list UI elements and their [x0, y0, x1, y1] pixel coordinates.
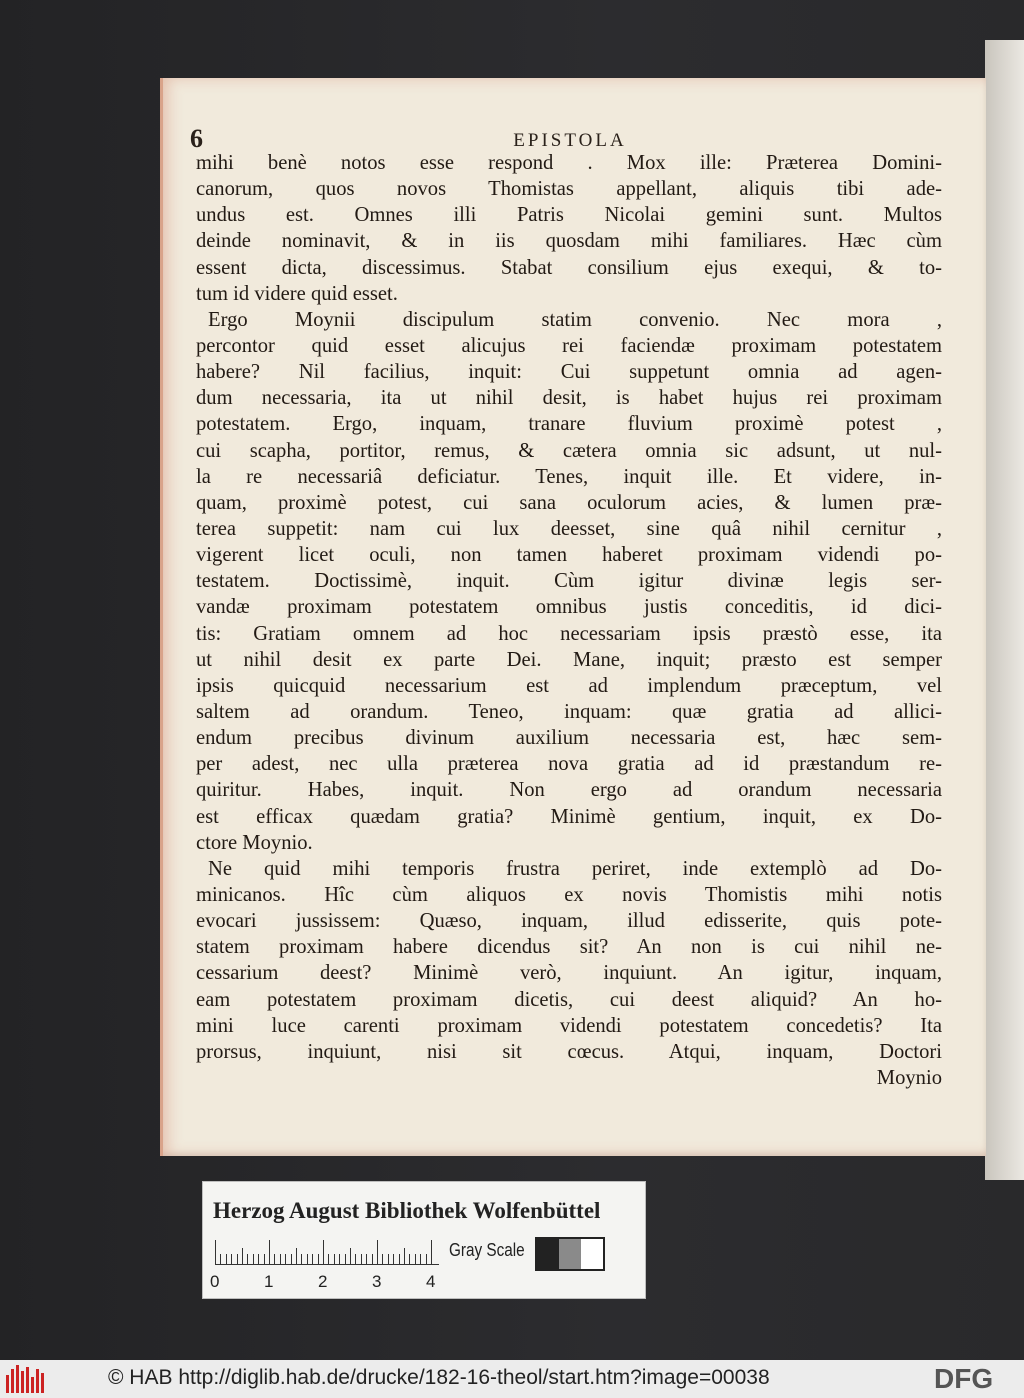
text-line: evocari jussissem: Quæso, inquam, illud edisserite, quis pote-: [196, 910, 942, 933]
ruler-tick: [355, 1254, 356, 1264]
text-line: cui scapha, portitor, remus, & cætera omnia sic adsunt, ut nul-: [196, 439, 942, 462]
ruler-tick: [366, 1254, 367, 1264]
footer-bar: [0, 1360, 1024, 1398]
ruler-tick: [253, 1254, 254, 1264]
text-line: eam potestatem proximam dicetis, cui deest aliquid? An ho-: [196, 988, 942, 1011]
text-line: essent dicta, discessimus. Stabat consilium ejus exequi, & to-: [196, 256, 942, 279]
text-line: deinde nominavit, & in iis quosdam mihi familiares. Hæc cùm: [196, 230, 942, 253]
ruler-label: 2: [318, 1272, 328, 1291]
dfg-logo: DFG: [934, 1363, 994, 1394]
ruler-tick: [280, 1254, 281, 1264]
ruler-tick: [274, 1254, 275, 1264]
ruler-tick: [393, 1254, 394, 1264]
text-line: mini luce carenti proximam videndi potestatem concedetis? Ita: [196, 1014, 942, 1037]
ruler-tick: [231, 1254, 232, 1264]
ruler-tick: [328, 1254, 329, 1264]
ruler-tick: [215, 1240, 216, 1264]
text-line: tum id videre quid esset.: [196, 282, 398, 305]
gray-swatch: [537, 1239, 559, 1269]
text-line: tis: Gratiam omnem ad hoc necessariam ipsis præstò esse, ita: [196, 622, 942, 645]
ruler-tick: [431, 1240, 432, 1264]
gray-swatch: [559, 1239, 581, 1269]
ruler-tick: [420, 1254, 421, 1264]
ruler-tick: [220, 1254, 221, 1264]
ruler-tick: [237, 1254, 238, 1264]
text-line: habere? Nil facilius, inquit: Cui suppetunt omnia ad agen-: [196, 361, 942, 384]
ruler-label: 4: [426, 1272, 436, 1291]
ruler-tick: [334, 1254, 335, 1264]
ruler-label: 3: [372, 1272, 382, 1291]
text-line: testatem. Doctissimè, inquit. Cùm igitur divinæ legis ser-: [196, 570, 942, 593]
library-color-card: [202, 1181, 646, 1299]
ruler-tick: [301, 1254, 302, 1264]
text-line: potestatem. Ergo, inquam, tranare fluvium proximè potest ,: [196, 413, 942, 436]
library-name: Herzog August Bibliothek Wolfenbüttel: [213, 1198, 601, 1223]
ruler-labels: [203, 1272, 443, 1294]
text-line: dum necessaria, ita ut nihil desit, is habet hujus rei proximam: [196, 387, 942, 410]
ruler-tick: [312, 1254, 313, 1264]
text-line: vigerent licet oculi, non tamen haberet proximam videndi po-: [196, 544, 942, 567]
ruler-tick: [247, 1254, 248, 1264]
page-text: [196, 150, 942, 1091]
ruler-tick: [415, 1254, 416, 1264]
ruler-tick: [296, 1248, 297, 1264]
text-line: est efficax quædam gratia? Minimè gentium, inquit, ex Do-: [196, 805, 942, 828]
text-line: cessarium deest? Minimè verò, inquiunt. An igitur, inquam,: [196, 962, 942, 985]
text-line: mihi benè notos esse respond . Mox ille: Præterea Domini-: [196, 152, 942, 174]
text-line: ut nihil desit ex parte Dei. Mane, inquit; præsto est semper: [196, 648, 942, 671]
gray-scale-swatches: [535, 1237, 605, 1271]
ruler-tick: [361, 1254, 362, 1264]
ruler-tick: [404, 1248, 405, 1264]
text-line: Ergo Moynii discipulum statim convenio. Nec mora ,: [208, 308, 942, 331]
ruler-tick: [285, 1254, 286, 1264]
ruler-tick: [377, 1240, 378, 1264]
ruler-tick: [242, 1248, 243, 1264]
ruler-tick: [339, 1254, 340, 1264]
text-line: statem proximam habere dicendus sit? An non is cui nihil ne-: [196, 936, 942, 959]
ruler-tick: [350, 1248, 351, 1264]
page-heading: EPISTOLA: [513, 130, 627, 151]
ruler-tick: [409, 1254, 410, 1264]
ruler-tick: [307, 1254, 308, 1264]
text-line: la re necessariâ deficiatur. Tenes, inquit ille. Et videre, in-: [196, 465, 942, 488]
text-line: canorum, quos novos Thomistas appellant, aliquis tibi ade-: [196, 178, 942, 201]
text-line: ctore Moynio.: [196, 831, 313, 854]
gray-swatch: [581, 1239, 603, 1269]
ruler-tick: [291, 1254, 292, 1264]
text-line: undus est. Omnes illi Patris Nicolai gemini sunt. Multos: [196, 204, 942, 227]
ruler-tick: [269, 1240, 270, 1264]
ruler-tick: [388, 1254, 389, 1264]
text-line: prorsus, inquiunt, nisi sit cœcus. Atqui, inquam, Doctori: [196, 1040, 942, 1063]
ruler-tick: [399, 1254, 400, 1264]
ruler-tick: [323, 1240, 324, 1264]
ruler-label: 1: [264, 1272, 274, 1291]
text-line: minicanos. Hîc cùm aliquos ex novis Thomistis mihi notis: [196, 883, 942, 906]
running-head: [190, 104, 950, 153]
ruler-label: 0: [210, 1272, 220, 1291]
ruler-tick: [345, 1254, 346, 1264]
text-line: saltem ad orandum. Teneo, inquam: quæ gratia ad allici-: [196, 700, 942, 723]
text-line: terea suppetit: nam cui lux deesset, sine quâ nihil cernitur ,: [196, 517, 942, 540]
text-line: quam, proximè potest, cui sana oculorum acies, & lumen præ-: [196, 491, 942, 514]
text-line: vandæ proximam potestatem omnibus justis conceditis, id dici-: [196, 596, 942, 619]
hab-logo-icon: [6, 1365, 46, 1393]
text-line: endum precibus divinum auxilium necessaria est, hæc sem-: [196, 727, 942, 750]
text-line: quiritur. Habes, inquit. Non ergo ad orandum necessaria: [196, 779, 942, 802]
ruler-scale: [215, 1238, 439, 1265]
page-number: 6: [190, 124, 203, 153]
text-line: ipsis quicquid necessarium est ad implendum præceptum, vel: [196, 674, 942, 697]
ruler-tick: [258, 1254, 259, 1264]
ruler-tick: [426, 1254, 427, 1264]
text-line: percontor quid esset alicujus rei faciendæ proximam potestatem: [196, 334, 942, 357]
footer-copyright-link[interactable]: © HAB http://diglib.hab.de/drucke/182-16-theol/start.htm?image=00038: [108, 1366, 770, 1389]
text-line: Ne quid mihi temporis frustra periret, inde extemplò ad Do-: [208, 857, 942, 880]
ruler-tick: [264, 1254, 265, 1264]
ruler-tick: [318, 1254, 319, 1264]
text-line: per adest, nec ulla præterea nova gratia ad id præstandum re-: [196, 753, 942, 776]
ruler-tick: [382, 1254, 383, 1264]
adjacent-page-edge: [985, 40, 1024, 1180]
ruler-tick: [226, 1254, 227, 1264]
text-line: Moynio: [876, 1066, 942, 1089]
gray-scale-label: Gray Scale: [449, 1240, 525, 1260]
ruler-tick: [372, 1254, 373, 1264]
